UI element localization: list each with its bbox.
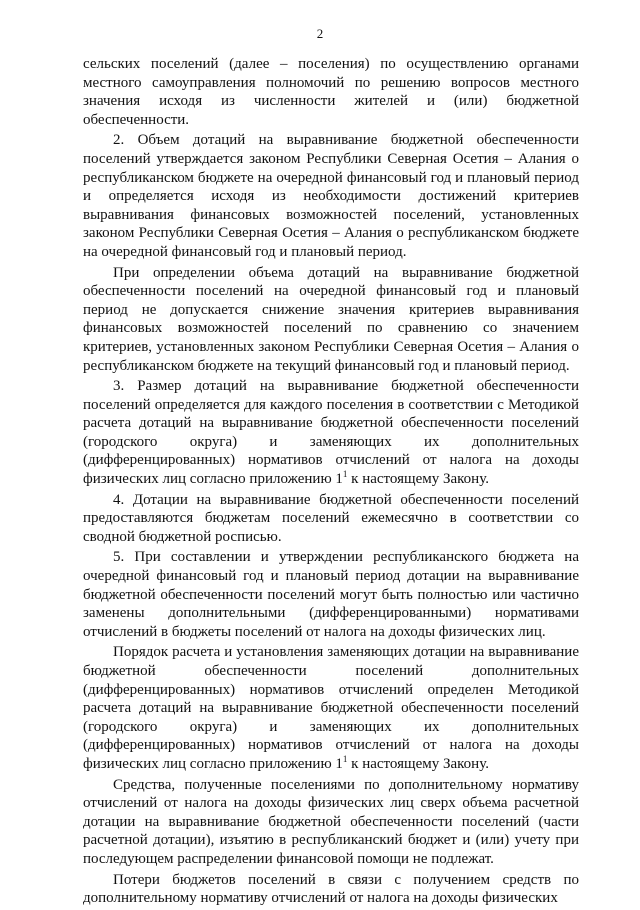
paragraph-3 [83, 264, 579, 376]
paragraph-9 [83, 871, 579, 908]
paragraph-text: При определении объема дотаций на выравнивание бюджетной обеспеченности поселений на очередной финансовый год и плановый период не допускается снижение значения критериев выравнивания финансовых возможностей поселений по сравнению со значением критериев, установленных законом Республики Северная Осетия – Алания о республиканском бюджете на текущий финансовый год и плановый период. [83, 264, 579, 374]
paragraph-text: сельских поселений (далее – поселения) по осуществлению органами местного самоуправления полномочий по решению вопросов местного значения исходя из численности жителей и (или) бюджетной обеспеченности. [83, 56, 579, 128]
paragraph-text: Порядок расчета и установления заменяющих дотации на выравнивание бюджетной обеспеченности поселений дополнительных (дифференцированных) нормативов отчислений определен Методикой расчета дотаций на выравнивание бюджетной обеспеченности поселений (городского округа) и заменяющих их дополнительных (дифференцированных) нормативов отчислений от налога на доходы физических лиц согласно приложению 1 [83, 644, 579, 772]
paragraph-1 [83, 55, 579, 129]
paragraph-text: 3. Размер дотаций на выравнивание бюджетной обеспеченности поселений определяется для каждого поселения в соответствии с Методикой расчета дотаций на выравнивание бюджетной обеспеченности поселений (городского округа) и заменяющих их дополнительных (дифференцированных) нормативов отчислений от налога на доходы физических лиц согласно приложению 1 [83, 378, 579, 488]
paragraph-5 [83, 491, 579, 547]
page-number: 2 [316, 26, 324, 41]
paragraph-text: 5. При составлении и утверждении республиканского бюджета на очередной финансовый год и плановый период дотации на выравнивание бюджетной обеспеченности поселений могут быть полностью или частично заменены дополнительными (дифференцированными) нормативами отчислений в бюджеты поселений от налога на доходы физических лиц. [83, 549, 579, 640]
paragraph-6 [83, 548, 579, 641]
paragraph-2 [83, 131, 579, 261]
paragraph-text: Средства, полученные поселениями по дополнительному нормативу отчислений от налога на доходы физических лиц сверх объема расчетной дотации на выравнивание бюджетной обеспеченности поселений (части расчетной дотации), изъятию в республиканский бюджет и (или) учету при последующем распределении финансовой помощи не подлежат. [83, 776, 579, 867]
paragraph-4 [83, 377, 579, 489]
paragraph-7 [83, 643, 579, 773]
paragraph-text: 4. Дотации на выравнивание бюджетной обеспеченности поселений предоставляются бюджетам поселений ежемесячно в соответствии со сводной бюджетной росписью. [83, 491, 579, 545]
paragraph-text: 2. Объем дотаций на выравнивание бюджетной обеспеченности поселений утверждается законом Республики Северная Осетия – Алания о республиканском бюджете на очередной финансовый год и плановый период и определяется исходя из необходимости достижений критериев выравнивания финансовых возможностей поселений, установленных законом Республики Северная Осетия – Алания о республиканском бюджете на очередной финансовый год и плановый период. [83, 132, 579, 260]
document-body [83, 55, 579, 910]
paragraph-text-tail: к настоящему Закону. [347, 471, 489, 488]
superscript: 1 [342, 753, 348, 764]
paragraph-text: Потери бюджетов поселений в связи с получением средств по дополнительному нормативу отчислений от налога на доходы физических [83, 871, 579, 907]
superscript: 1 [342, 469, 348, 480]
paragraph-8 [83, 776, 579, 869]
paragraph-text-tail: к настоящему Закону. [347, 755, 489, 772]
